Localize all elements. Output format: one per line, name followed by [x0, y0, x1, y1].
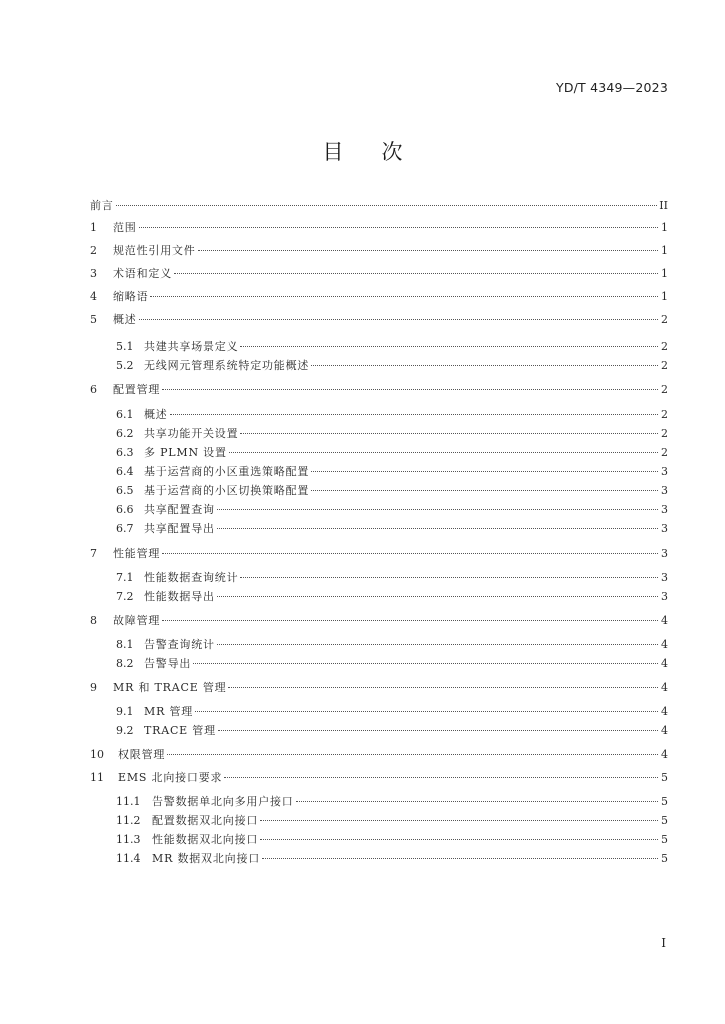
toc-entry-page: 2 [661, 408, 668, 421]
toc-entry-page: 4 [661, 614, 668, 627]
toc-entry[interactable] [90, 243, 668, 259]
toc-entry-number: 6 [90, 383, 97, 396]
toc-subentry[interactable] [116, 445, 668, 461]
toc-entry-number: 4 [90, 290, 97, 303]
toc-subentry[interactable] [116, 521, 668, 537]
toc-entry-number: 5.1 [116, 340, 134, 353]
toc-entry-title: 权限管理 [118, 748, 166, 761]
toc-entry-page: 2 [661, 446, 668, 459]
toc-entry-title: 故障管理 [113, 614, 161, 627]
toc-entry-number: 1 [90, 221, 97, 234]
toc-leader-dots [150, 296, 658, 297]
toc-leader-dots [139, 319, 658, 320]
toc-entry-page: 2 [661, 313, 668, 326]
toc-leader-dots [311, 490, 658, 491]
toc-leader-dots [116, 205, 658, 206]
toc-leader-dots [167, 754, 658, 755]
toc-subentry[interactable] [116, 426, 668, 442]
toc-entry-page: 1 [661, 267, 668, 280]
toc-entry[interactable] [90, 747, 668, 763]
toc-entry-page: 3 [661, 590, 668, 603]
toc-leader-dots [311, 471, 658, 472]
toc-entry-title: 配置数据双北向接口 [152, 814, 259, 827]
toc-entry-page: 2 [661, 427, 668, 440]
toc-leader-dots [193, 663, 658, 664]
toc-entry-title: MR 数据双北向接口 [152, 852, 261, 865]
toc-entry-number: 8.1 [116, 638, 134, 651]
toc-entry-page: 4 [661, 657, 668, 670]
toc-subentry[interactable] [116, 464, 668, 480]
toc-leader-dots [217, 509, 658, 510]
toc-entry-title: 告警导出 [144, 657, 192, 670]
toc-entry-title: MR 管理 [144, 705, 194, 718]
toc-subentry[interactable] [116, 637, 668, 653]
toc-entry-page: 5 [661, 795, 668, 808]
toc-subentry[interactable] [116, 589, 668, 605]
toc-entry-page: 1 [661, 221, 668, 234]
toc-entry-title: 性能数据双北向接口 [152, 833, 259, 846]
toc-leader-dots [229, 452, 658, 453]
toc-entry-page: 4 [661, 681, 668, 694]
toc-leader-dots [139, 227, 658, 228]
toc-leader-dots [262, 858, 658, 859]
toc-entry[interactable] [90, 546, 668, 562]
document-code: YD/T 4349—2023 [555, 80, 668, 95]
toc-leader-dots [162, 389, 658, 390]
toc-entry[interactable] [90, 613, 668, 629]
toc-leader-dots [240, 346, 658, 347]
toc-leader-dots [224, 777, 658, 778]
toc-entry-page: 4 [661, 724, 668, 737]
toc-leader-dots [198, 250, 658, 251]
toc-leader-dots [311, 365, 658, 366]
toc-entry-number: 6.4 [116, 465, 134, 478]
toc-entry-number: 3 [90, 267, 97, 280]
toc-entry-title: 性能数据查询统计 [144, 571, 239, 584]
toc-leader-dots [228, 687, 658, 688]
title-char-2: 次 [381, 140, 403, 164]
title-char-1: 目 [322, 140, 344, 164]
page-number: I [661, 936, 666, 950]
toc-entry-title: 性能管理 [113, 547, 161, 560]
toc-entry-number: 6.3 [116, 446, 134, 459]
toc-entry[interactable] [90, 198, 668, 214]
toc-subentry[interactable] [116, 704, 668, 720]
toc-entry[interactable] [90, 289, 668, 305]
toc-entry-title: 缩略语 [113, 290, 149, 303]
toc-entry-title: MR 和 TRACE 管理 [113, 681, 227, 694]
toc-subentry[interactable] [116, 851, 668, 867]
toc-entry-number: 7.1 [116, 571, 134, 584]
toc-entry-number: 11.3 [116, 833, 141, 846]
toc-entry-page: 4 [661, 705, 668, 718]
toc-entry-page: 5 [661, 771, 668, 784]
toc-entry-title: 共享配置导出 [144, 522, 215, 535]
toc-entry-page: 5 [661, 852, 668, 865]
toc-subentry[interactable] [116, 570, 668, 586]
toc-subentry[interactable] [116, 723, 668, 739]
toc-leader-dots [217, 596, 658, 597]
toc-subentry[interactable] [116, 813, 668, 829]
toc-entry-title: 术语和定义 [113, 267, 172, 280]
toc-entry-number: 6.1 [116, 408, 134, 421]
toc-entry-title: EMS 北向接口要求 [118, 771, 223, 784]
toc-subentry[interactable] [116, 794, 668, 810]
toc-entry-title: 概述 [113, 313, 137, 326]
toc-leader-dots [296, 801, 658, 802]
toc-entry-number: 11.2 [116, 814, 141, 827]
toc-entry-title: 前言 [90, 199, 114, 212]
toc-entry-number: 6.6 [116, 503, 134, 516]
toc-entry-number: 11.1 [116, 795, 141, 808]
toc-subentry[interactable] [116, 358, 668, 374]
toc-entry-title: 范围 [113, 221, 137, 234]
toc-entry-number: 2 [90, 244, 97, 257]
toc-entry-number: 7.2 [116, 590, 134, 603]
toc-leader-dots [217, 644, 658, 645]
toc-entry-page: 1 [661, 244, 668, 257]
toc-entry-title: 基于运营商的小区重选策略配置 [144, 465, 310, 478]
toc-entry-number: 11.4 [116, 852, 141, 865]
toc-entry-page: 4 [661, 748, 668, 761]
toc-entry[interactable] [90, 382, 668, 398]
toc-leader-dots [240, 577, 658, 578]
toc-entry-page: 5 [661, 814, 668, 827]
toc-entry-title: 概述 [144, 408, 168, 421]
toc-leader-dots [260, 839, 658, 840]
toc-entry-number: 10 [90, 748, 104, 761]
toc-entry-page: II [659, 199, 668, 212]
toc-subentry[interactable] [116, 502, 668, 518]
toc-entry-number: 8 [90, 614, 97, 627]
toc-entry-number: 11 [90, 771, 104, 784]
page-title [0, 136, 725, 166]
toc-entry-number: 9.2 [116, 724, 134, 737]
toc-leader-dots [240, 433, 658, 434]
toc-entry[interactable] [90, 266, 668, 282]
toc-entry-page: 3 [661, 484, 668, 497]
toc-leader-dots [195, 711, 658, 712]
toc-leader-dots [174, 273, 658, 274]
toc-entry-number: 9 [90, 681, 97, 694]
toc-entry-page: 1 [661, 290, 668, 303]
toc-entry-title: TRACE 管理 [144, 724, 216, 737]
toc-entry-title: 无线网元管理系统特定功能概述 [144, 359, 310, 372]
toc-subentry[interactable] [116, 339, 668, 355]
toc-entry-number: 6.2 [116, 427, 134, 440]
toc-entry[interactable] [90, 312, 668, 328]
toc-entry-number: 6.7 [116, 522, 134, 535]
toc-entry-title: 共享功能开关设置 [144, 427, 239, 440]
toc-entry-page: 3 [661, 522, 668, 535]
toc-entry[interactable] [90, 770, 668, 786]
toc-entry-page: 3 [661, 465, 668, 478]
toc-entry[interactable] [90, 220, 668, 236]
toc-leader-dots [260, 820, 658, 821]
toc-entry-title: 共享配置查询 [144, 503, 215, 516]
toc-subentry[interactable] [116, 656, 668, 672]
toc-entry-page: 5 [661, 833, 668, 846]
toc-entry-title: 告警数据单北向多用户接口 [152, 795, 294, 808]
toc-entry-number: 5.2 [116, 359, 134, 372]
toc-entry-page: 2 [661, 359, 668, 372]
toc-leader-dots [162, 553, 658, 554]
toc-entry-page: 2 [661, 340, 668, 353]
toc-subentry[interactable] [116, 483, 668, 499]
toc-entry-page: 3 [661, 571, 668, 584]
toc-entry-title: 基于运营商的小区切换策略配置 [144, 484, 310, 497]
toc-entry-number: 6.5 [116, 484, 134, 497]
toc-entry-title: 性能数据导出 [144, 590, 215, 603]
toc-entry-number: 5 [90, 313, 97, 326]
toc-entry-page: 4 [661, 638, 668, 651]
toc-entry-number: 7 [90, 547, 97, 560]
toc-entry-page: 2 [661, 383, 668, 396]
toc-entry-page: 3 [661, 503, 668, 516]
toc-entry-number: 9.1 [116, 705, 134, 718]
toc-entry-title: 多 PLMN 设置 [144, 446, 227, 459]
toc-entry-title: 共建共享场景定义 [144, 340, 239, 353]
toc-leader-dots [218, 730, 658, 731]
toc-entry-title: 配置管理 [113, 383, 161, 396]
toc-leader-dots [170, 414, 658, 415]
toc-entry-title: 规范性引用文件 [113, 244, 196, 257]
toc-entry-title: 告警查询统计 [144, 638, 215, 651]
toc-subentry[interactable] [116, 832, 668, 848]
toc-entry-page: 3 [661, 547, 668, 560]
toc-entry[interactable] [90, 680, 668, 696]
toc-entry-number: 8.2 [116, 657, 134, 670]
toc-leader-dots [217, 528, 658, 529]
toc-leader-dots [162, 620, 658, 621]
toc-subentry[interactable] [116, 407, 668, 423]
